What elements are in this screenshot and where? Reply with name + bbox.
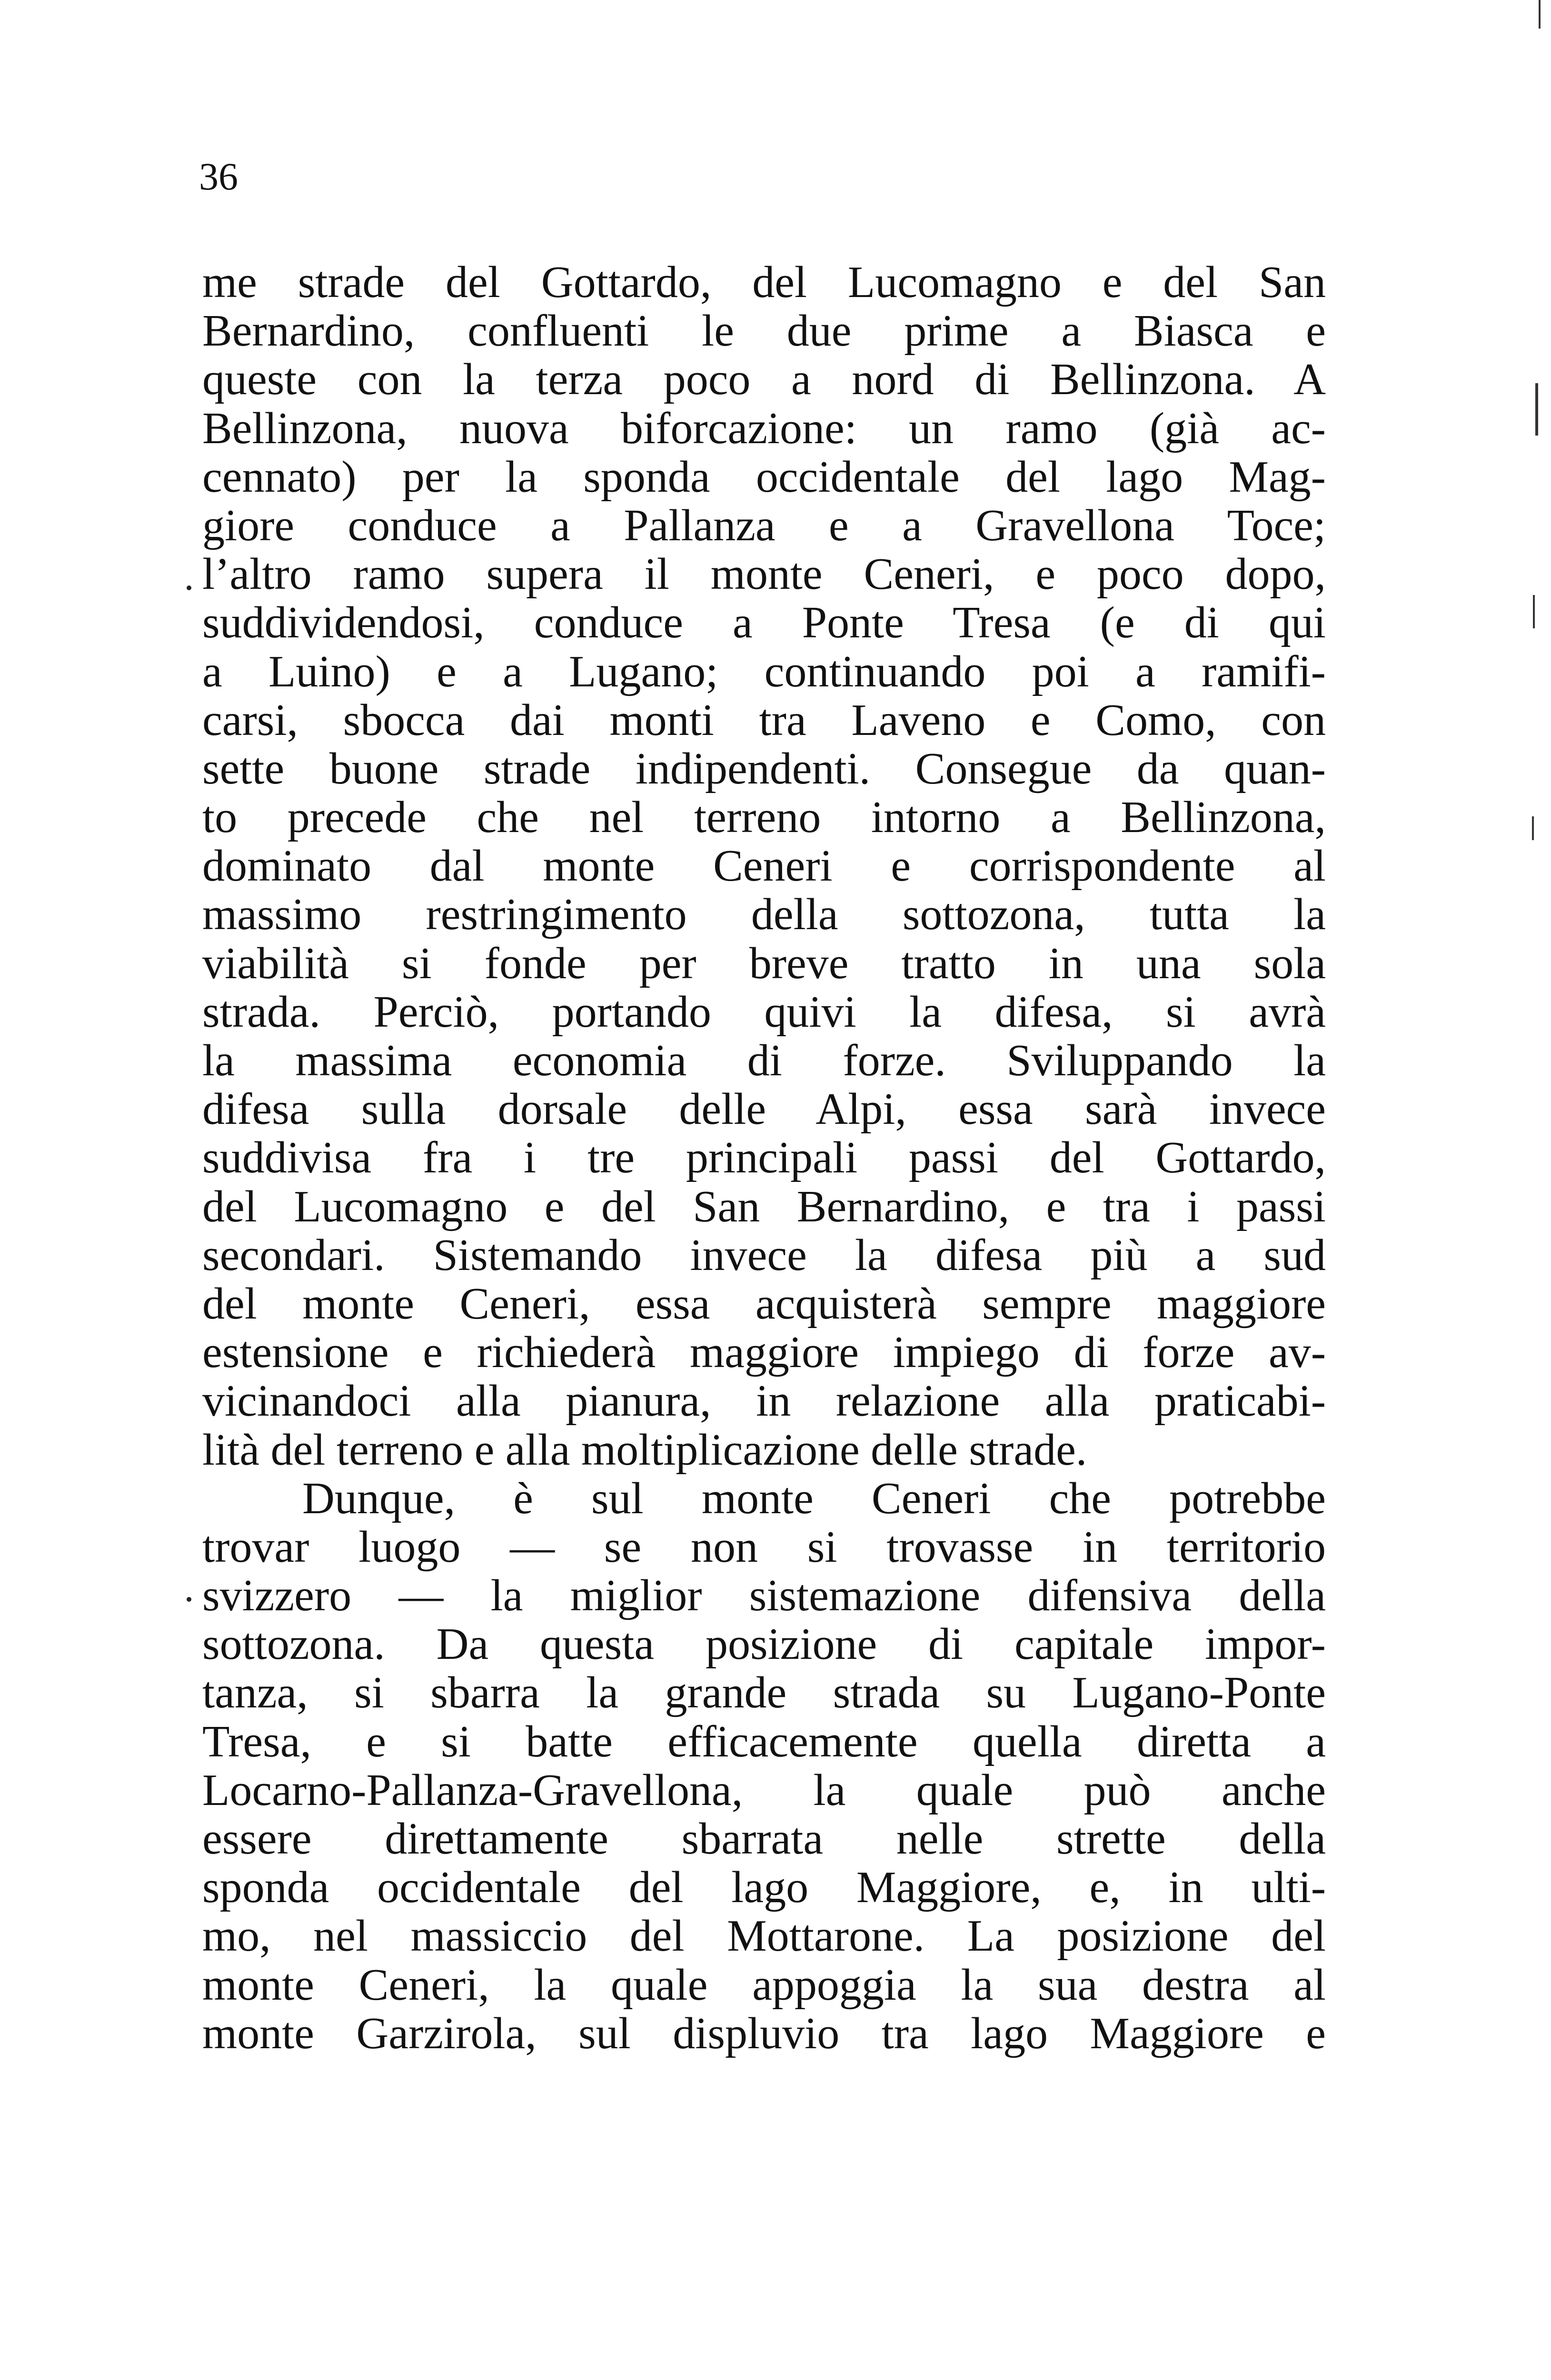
text-line: cennato) per la sponda occidentale del lago Mag-: [202, 452, 1326, 502]
text-line: lità del terreno e alla moltiplicazione delle strade.: [202, 1425, 1087, 1475]
text-line: sette buone strade indipendenti. Consegue da quan-: [202, 744, 1326, 793]
text-line: estensione e richiederà maggiore impiego di forze av-: [202, 1328, 1326, 1378]
scan-speck: [187, 585, 191, 590]
text-line: del Lucomagno e del San Bernardino, e tra i passi: [202, 1181, 1326, 1231]
margin-mark: [1535, 383, 1538, 436]
text-line: trovar luogo — se non si trovasse in territorio: [202, 1522, 1326, 1572]
text-line: sponda occidentale del lago Maggiore, e, in ulti-: [202, 1863, 1326, 1913]
margin-mark: [1532, 816, 1534, 840]
text-line: mo, nel massiccio del Mottarone. La posizione del: [202, 1911, 1326, 1961]
margin-mark: [1539, 0, 1541, 29]
text-line: suddividendosi, conduce a Ponte Tresa (e di qui: [202, 598, 1326, 648]
text-line: viabilità si fonde per breve tratto in una sola: [202, 938, 1326, 988]
text-line: sottozona. Da questa posizione di capitale impor-: [202, 1619, 1326, 1669]
text-line: del monte Ceneri, essa acquisterà sempre maggiore: [202, 1279, 1326, 1329]
text-line: suddivisa fra i tre principali passi del Gottardo,: [202, 1133, 1326, 1183]
page-number: 36: [199, 155, 238, 198]
margin-mark: [1533, 595, 1535, 628]
text-line: l’altro ramo supera il monte Ceneri, e poco dopo,: [202, 549, 1326, 599]
text-line: monte Garzirola, sul displuvio tra lago Maggiore e: [202, 2008, 1326, 2058]
text-line: strada. Perciò, portando quivi la difesa, si avrà: [202, 987, 1326, 1037]
text-line: giore conduce a Pallanza e a Gravellona Toce;: [202, 500, 1326, 550]
text-line: Bellinzona, nuova biforcazione: un ramo (già ac-: [202, 403, 1326, 453]
text-line: la massima economia di forze. Sviluppando la: [202, 1036, 1326, 1085]
text-line: svizzero — la miglior sistemazione difensiva della: [202, 1571, 1326, 1621]
body-text: [202, 258, 1326, 2058]
text-line: to precede che nel terreno intorno a Bellinzona,: [202, 793, 1326, 843]
text-line: essere direttamente sbarrata nelle strette della: [202, 1814, 1326, 1864]
text-line: Bernardino, confluenti le due prime a Biasca e: [202, 306, 1326, 356]
text-line: me strade del Gottardo, del Lucomagno e del San: [202, 258, 1326, 307]
text-line: Locarno-Pallanza-Gravellona, la quale può anche: [202, 1765, 1326, 1815]
text-line: massimo restringimento della sottozona, tutta la: [202, 890, 1326, 940]
text-line: Dunque, è sul monte Ceneri che potrebbe: [302, 1473, 1326, 1523]
text-line: tanza, si sbarra la grande strada su Lugano-Ponte: [202, 1668, 1326, 1718]
scan-speck: [187, 1597, 191, 1602]
text-line: carsi, sbocca dai monti tra Laveno e Como, con: [202, 695, 1326, 745]
text-line: a Luino) e a Lugano; continuando poi a ramifi-: [202, 646, 1326, 696]
text-line: monte Ceneri, la quale appoggia la sua destra al: [202, 1960, 1326, 2010]
text-line: difesa sulla dorsale delle Alpi, essa sarà invece: [202, 1084, 1326, 1134]
text-line: vicinandoci alla pianura, in relazione alla praticabi-: [202, 1376, 1326, 1426]
text-line: queste con la terza poco a nord di Bellinzona. A: [202, 355, 1326, 405]
text-line: Tresa, e si batte efficacemente quella diretta a: [202, 1716, 1326, 1766]
text-line: secondari. Sistemando invece la difesa più a sud: [202, 1230, 1326, 1280]
text-line: dominato dal monte Ceneri e corrispondente al: [202, 841, 1326, 891]
